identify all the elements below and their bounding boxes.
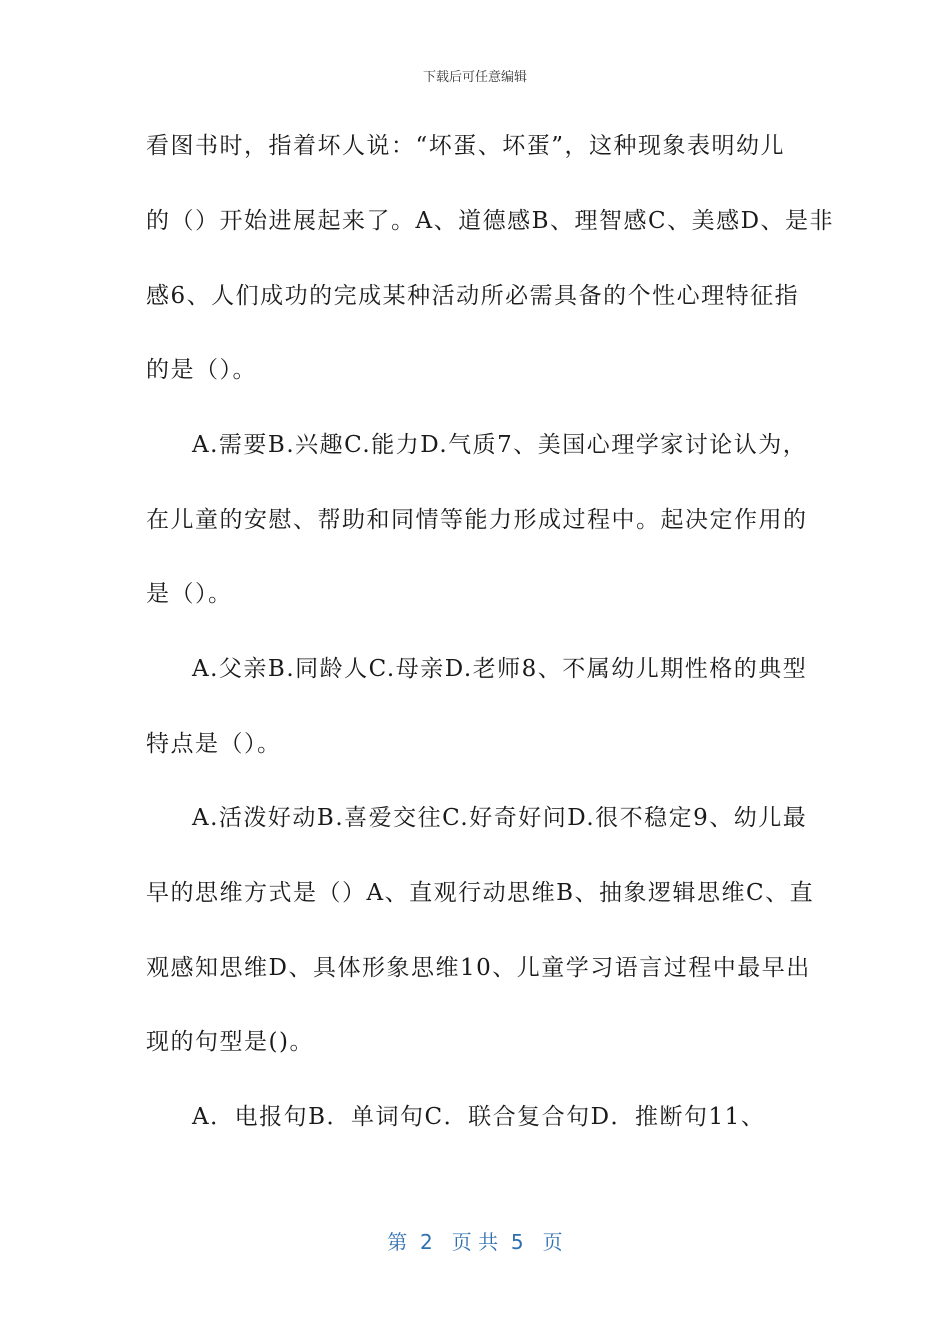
text-line: 的（）开始进展起来了。A、道德感B、理智感C、美感D、是非 (146, 208, 835, 234)
text-line: 看图书时，指着坏人说：“坏蛋、坏蛋”，这种现象表明幼儿 (146, 133, 786, 159)
page-number-footer: 第 2 页 共 5 页 (387, 1230, 563, 1254)
page-header: 下载后可任意编辑 (422, 70, 527, 85)
text-line: A.活泼好动B.喜爱交往C.好奇好问D.很不稳定9、幼儿最 (192, 805, 808, 831)
text-line: 现的句型是()。 (146, 1029, 314, 1055)
text-line: A．电报句B．单词句C．联合复合句D．推断句11、 (192, 1104, 766, 1130)
text-line: 观感知思维D、具体形象思维10、儿童学习语言过程中最早出 (146, 955, 811, 981)
text-line: 是（）。 (146, 581, 233, 607)
text-line: 特点是（）。 (146, 731, 282, 757)
text-line: A.需要B.兴趣C.能力D.气质7、美国心理学家讨论认为， (192, 432, 808, 458)
text-line: 感6、人们成功的完成某种活动所必需具备的个性心理特征指 (146, 283, 800, 309)
text-line: 在儿童的安慰、帮助和同情等能力形成过程中。起决定作用的 (146, 507, 808, 533)
text-line: 的是（）。 (146, 357, 257, 383)
text-line: 早的思维方式是（）A、直观行动思维B、抽象逻辑思维C、直 (146, 880, 815, 906)
text-line: A.父亲B.同龄人C.母亲D.老师8、不属幼儿期性格的典型 (192, 656, 808, 682)
